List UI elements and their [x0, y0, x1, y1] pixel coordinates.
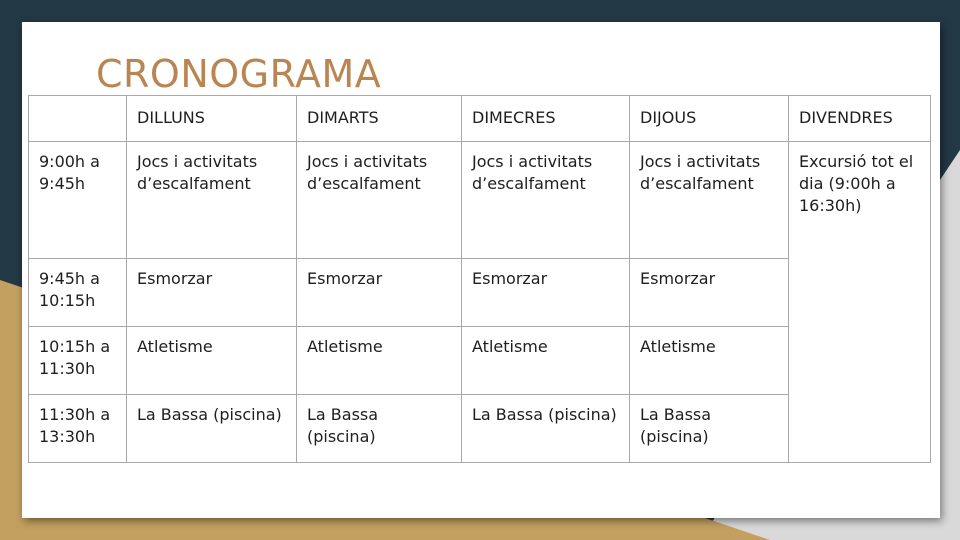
activity-cell: Esmorzar: [630, 259, 789, 327]
slide: [22, 22, 940, 518]
activity-cell: La Bassa (piscina): [297, 395, 462, 463]
table-row: [29, 142, 931, 259]
time-cell: 9:45h a 10:15h: [29, 259, 127, 327]
activity-cell: La Bassa (piscina): [462, 395, 630, 463]
time-cell: 10:15h a 11:30h: [29, 327, 127, 395]
activity-cell: La Bassa (piscina): [127, 395, 297, 463]
activity-cell: Atletisme: [462, 327, 630, 395]
header-cell: [29, 96, 127, 142]
activity-cell: Esmorzar: [462, 259, 630, 327]
activity-cell: Atletisme: [127, 327, 297, 395]
header-cell: DILLUNS: [127, 96, 297, 142]
activity-cell: Esmorzar: [297, 259, 462, 327]
activity-cell: Atletisme: [630, 327, 789, 395]
header-cell: DIMARTS: [297, 96, 462, 142]
activity-cell: Jocs i activitats d’escalfament: [297, 142, 462, 259]
header-cell: DIJOUS: [630, 96, 789, 142]
friday-cell: Excursió tot el dia (9:00h a 16:30h): [789, 142, 931, 463]
activity-cell: Atletisme: [297, 327, 462, 395]
slide-title: CRONOGRAMA: [96, 52, 382, 96]
activity-cell: La Bassa (piscina): [630, 395, 789, 463]
header-row: [29, 96, 931, 142]
schedule-table: [28, 95, 931, 463]
activity-cell: Jocs i activitats d’escalfament: [462, 142, 630, 259]
time-cell: 9:00h a 9:45h: [29, 142, 127, 259]
activity-cell: Jocs i activitats d’escalfament: [127, 142, 297, 259]
time-cell: 11:30h a 13:30h: [29, 395, 127, 463]
activity-cell: Esmorzar: [127, 259, 297, 327]
header-cell: DIMECRES: [462, 96, 630, 142]
activity-cell: Jocs i activitats d’escalfament: [630, 142, 789, 259]
header-cell: DIVENDRES: [789, 96, 931, 142]
